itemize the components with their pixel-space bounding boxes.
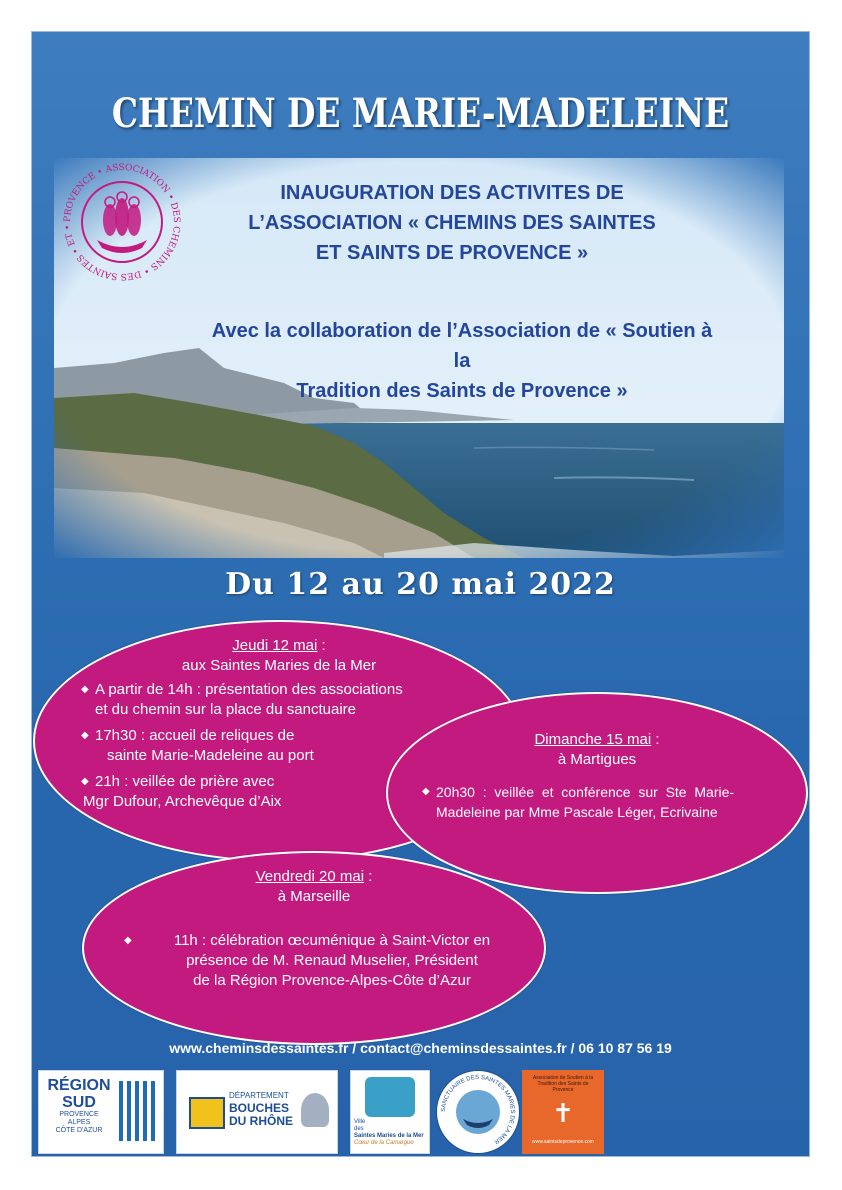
seal-ring-text: PROVENCE • ASSOCIATION • DES CHEMINS • DES SAINTES • ET • (62, 162, 182, 282)
region-logo-sub: ALPES (67, 1119, 91, 1126)
event-place: à Martigues (557, 751, 637, 768)
association-seal-logo (62, 162, 182, 282)
departement-logo-line: BOUCHES (229, 1101, 290, 1115)
collaboration-line: Tradition des Saints de Provence » (296, 380, 628, 402)
list-item-line: présence de M. Renaud Muselier, Président (186, 952, 478, 969)
bullet-icon: ◆ (81, 684, 89, 695)
list-item (422, 782, 801, 822)
collaboration-heading (202, 316, 722, 406)
poster (31, 31, 810, 1157)
bullet-icon: ◆ (422, 786, 430, 797)
list-item-line: 20h30 : veillée et conférence sur Ste Marie- (436, 784, 735, 800)
ville-logo-line: des (354, 1126, 364, 1132)
ville-saintes-maries-logo (350, 1070, 430, 1154)
olive-tree-icon (301, 1093, 329, 1127)
event-place: aux Saintes Maries de la Mer (181, 657, 377, 674)
region-logo-line: SUD (62, 1094, 96, 1111)
departement-icon (189, 1097, 225, 1129)
inauguration-line: ET SAINTS DE PROVENCE » (315, 242, 589, 264)
list-item-line: Mgr Dufour, Archevêque d’Aix (83, 793, 282, 810)
bullet-icon: ◆ (81, 730, 89, 741)
bullet-icon: ◆ (81, 776, 89, 787)
soutien-logo-url: www.saintsdeprovence.com (532, 1139, 594, 1145)
region-logo-line: RÉGION (47, 1077, 111, 1094)
event-jeudi: Jeudi 12 mai : aux Saintes Maries de la Mer ◆ A partir de 14h : présentation des associations et du chemin sur la place du sanctuaire ◆ 17h30 : accueil de reliques de sainte Marie-Madeleine au port ◆ 21h : veillée de prière avec Mgr Dufour, Archevêque d’Aix (33, 620, 525, 862)
event-place: à Marseille (277, 888, 351, 905)
region-logo-sub: CÔTE D'AZUR (55, 1127, 103, 1134)
list-item-line: sainte Marie-Madeleine au port (107, 747, 314, 764)
bouches-du-rhone-logo (176, 1070, 338, 1154)
event-day: Vendredi 20 mai (255, 868, 365, 885)
region-shield-icon (119, 1081, 157, 1141)
list-item-line: A partir de 14h : présentation des associations (95, 681, 403, 698)
sanctuaire-ring-text: SANCTUAIRE DES SAINTES MARIES DE LA MER (440, 1074, 516, 1145)
list-item (124, 931, 532, 991)
list-item-line: 17h30 : accueil de reliques de (95, 727, 295, 744)
region-sud-logo (38, 1070, 164, 1154)
list-item-line: et du chemin sur la place du sanctuaire (95, 701, 356, 718)
soutien-logo-text: Association de Soutien à la Tradition des Saints de Provence (532, 1075, 594, 1093)
departement-logo-line: DU RHÔNE (229, 1114, 294, 1128)
inauguration-line: INAUGURATION DES ACTIVITES DE (280, 182, 624, 204)
departement-logo-line: DÉPARTEMENT (229, 1091, 289, 1100)
bullet-icon: ◆ (124, 935, 132, 946)
contact-footer: www.cheminsdessaintes.fr / contact@cheminsdessaintes.fr / 06 10 87 56 19 (169, 1040, 672, 1056)
list-item-line: 11h : célébration œcuménique à Saint-Victor en (173, 932, 491, 949)
boat-cross-icon: ✝ (552, 1098, 574, 1128)
page-title: CHEMIN DE MARIE-MADELEINE (111, 90, 730, 137)
inauguration-line: L’ASSOCIATION « CHEMINS DES SAINTES (248, 212, 656, 234)
list-item-line: de la Région Provence-Alpes-Côte d’Azur (193, 972, 471, 989)
soutien-tradition-logo (522, 1070, 604, 1154)
region-logo-sub: PROVENCE (59, 1111, 99, 1118)
event-day: Jeudi 12 mai (232, 637, 318, 654)
ville-logo-line: Saintes Maries de la Mer (354, 1133, 424, 1139)
sanctuaire-logo (436, 1070, 520, 1154)
inauguration-heading (192, 178, 712, 268)
list-item-line: 21h : veillée de prière avec (95, 773, 275, 790)
event-vendredi: Vendredi 20 mai : à Marseille ◆ 11h : célébration œcuménique à Saint-Victor en présence de M. Renaud Muselier, Président de la Région Provence-Alpes-Côte d’Azur (82, 851, 546, 1045)
event-dates: Du 12 au 20 mai 2022 (225, 567, 616, 602)
church-icon (365, 1077, 415, 1117)
ville-logo-line: Cœur de la Camargue (354, 1140, 414, 1146)
collaboration-line: Avec la collaboration de l’Association de « Soutien à la (211, 320, 713, 372)
event-dimanche: Dimanche 15 mai : à Martigues ◆ 20h30 : veillée et conférence sur Ste Marie- Madeleine par Mme Pascale Léger, Ecrivaine (386, 692, 808, 894)
event-day: Dimanche 15 mai (534, 731, 652, 748)
list-item (81, 680, 505, 720)
ville-logo-line: Ville (354, 1119, 366, 1125)
list-item-line: Madeleine par Mme Pascale Léger, Ecrivaine (436, 804, 718, 820)
